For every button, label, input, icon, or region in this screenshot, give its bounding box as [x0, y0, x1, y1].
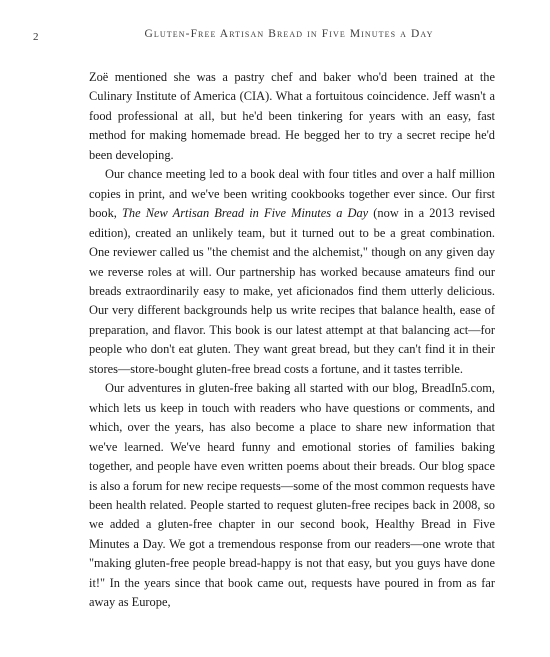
running-head-title: Gluten-Free Artisan Bread in Five Minutes a Day	[144, 28, 434, 40]
paragraph-2-text-end: (now in a 2013 revised edition), created an unlikely team, but it turned out to be a great combination. One reviewer called us "the chemist and the alchemist," though on any given day we reverse roles at will. Our partnership has worked because amateurs find our breads extraordinarily easy to make, yet aficionados find them utterly delicious. Our very different backgrounds help us write recipes that balance health, ease of preparation, and flavor. This book is our latest attempt at that balancing act—for people who don't eat gluten. They want great bread, but they can't find it in their stores—store-bought gluten-free bread costs a fortune, and it tastes terrible.	[89, 206, 495, 376]
paragraph-2	[89, 165, 495, 379]
page-number: 2	[33, 31, 39, 43]
book-title: The New Artisan Bread in Five Minutes a Day	[122, 206, 369, 221]
paragraph-3: Our adventures in gluten-free baking all started with our blog, BreadIn5.com, which lets us keep in touch with readers who have questions or comments, and which, over the years, has also become a place to share new information that we've learned. We've heard funny and emotional stories of families baking together, and people have even written poems about their breads. Our blog space is also a forum for new recipe requests—some of the most common requests have been health related. People started to request gluten-free recipes back in 2008, so we added a gluten-free chapter in our second book, Healthy Bread in Five Minutes a Day. We got a tremendous response from our readers—one wrote that "making gluten-free people bread-happy is not that easy, but you guys have done it!" In the years since that book came out, requests have poured in from as far away as Europe,	[89, 381, 495, 610]
paragraph-1: Zoë mentioned she was a pastry chef and baker who'd been trained at the Culinary Institute of America (CIA). What a fortuitous coincidence. Jeff wasn't a food professional at all, but he'd been tinkering for years with an easy, fast method for making homemade bread. He begged her to try a secret recipe he'd been developing.	[89, 70, 495, 162]
body-text	[89, 68, 495, 613]
paragraph-2-text-start: Our chance meeting led to a book deal with four titles and over a half million copies in print, and we've been writing cookbooks together ever since. Our first book,	[89, 167, 495, 221]
